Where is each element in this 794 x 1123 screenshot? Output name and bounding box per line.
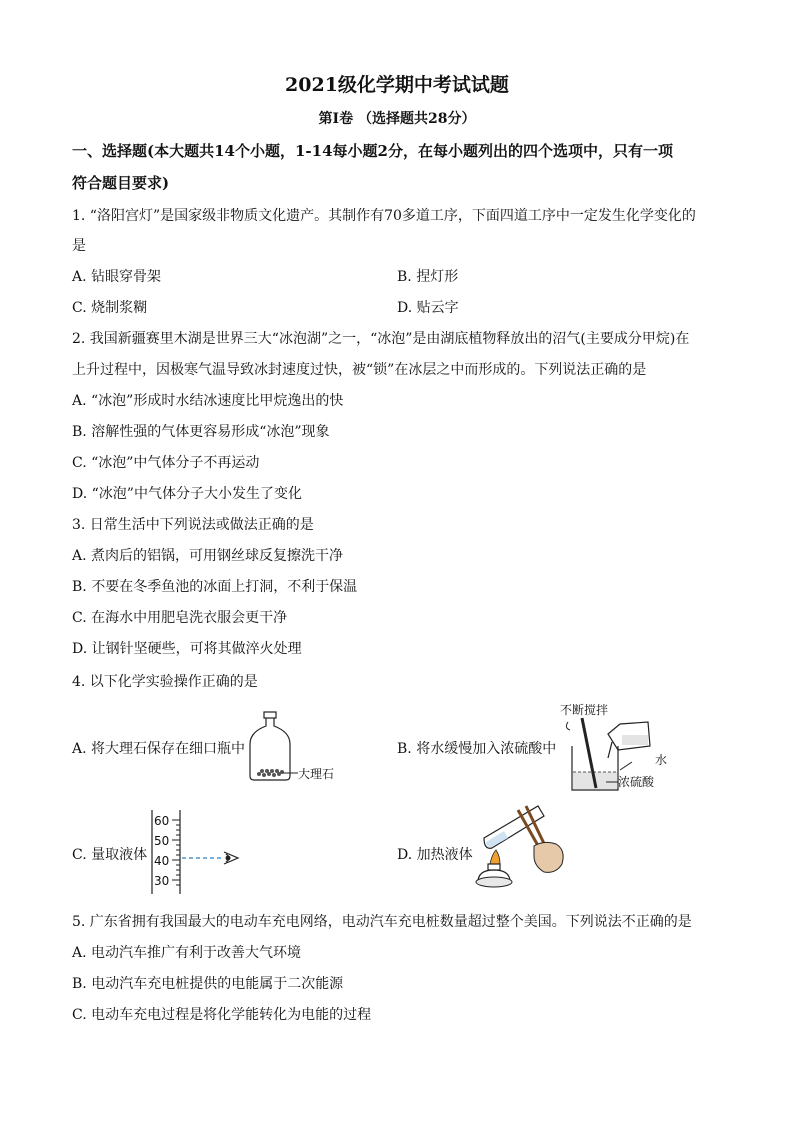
q2-option-d: D. “冰泡”中气体分子大小发生了变化 <box>72 486 302 502</box>
page-title: 2021级化学期中考试试题 <box>285 74 509 96</box>
q5-option-a: A. 电动汽车推广有利于改善大气环境 <box>72 945 302 961</box>
q2-stem: 2. 我国新疆赛里木湖是世界三大“冰泡湖”之一，“冰泡”是由湖底植物释放出的沼气(主要成分甲烷)在 <box>72 331 690 347</box>
tick-60: 60 <box>154 814 170 828</box>
q5-stem: 5. 广东省拥有我国最大的电动车充电网络，电动汽车充电桩数量超过整个美国。下列说法不正确的是 <box>72 914 692 930</box>
heating-liquid-figure <box>470 800 580 895</box>
q1-stem: 1. “洛阳宫灯”是国家级非物质文化遗产。其制作有70多道工序，下面四道工序中一定发生化学变化的 <box>72 208 696 224</box>
narrow-mouth-bottle-figure <box>245 710 365 790</box>
q3-option-c: C. 在海水中用肥皂洗衣服会更干净 <box>72 610 288 626</box>
q3-option-d: D. 让钢针坚硬些，可将其做淬火处理 <box>72 641 302 657</box>
part-subtitle: 第Ⅰ卷 （选择题共28分） <box>318 111 476 127</box>
dilution-figure <box>558 700 688 795</box>
q5-option-c: C. 电动车充电过程是将化学能转化为电能的过程 <box>72 1007 372 1023</box>
q4-option-c: C. 量取液体 <box>72 847 148 863</box>
graduated-cylinder-figure <box>146 808 256 896</box>
marble-pieces <box>257 769 284 777</box>
q1-option-a: A. 钻眼穿骨架 <box>72 269 162 285</box>
q4-option-b: B. 将水缓慢加入浓硫酸中 <box>397 741 557 757</box>
q1-option-c: C. 烧制浆糊 <box>72 300 148 316</box>
q3-option-a: A. 煮肉后的铝锅，可用钢丝球反复擦洗干净 <box>72 548 344 564</box>
section-heading: 一、选择题(本大题共14个小题，1-14每小题2分，在每小题列出的四个选项中，只有一项 <box>72 142 673 160</box>
q2-option-c: C. “冰泡”中气体分子不再运动 <box>72 455 260 471</box>
q1-option-d: D. 贴云字 <box>397 300 459 316</box>
q5-option-b: B. 电动汽车充电桩提供的电能属于二次能源 <box>72 976 344 992</box>
q3-stem: 3. 日常生活中下列说法或做法正确的是 <box>72 517 314 533</box>
tick-50: 50 <box>154 834 170 848</box>
q2-stem-cont: 上升过程中，因极寒气温导致冰封速度过快，被“锁”在冰层之中而形成的。下列说法正确的是 <box>72 362 647 378</box>
q3-option-b: B. 不要在冬季鱼池的冰面上打洞，不利于保温 <box>72 579 358 595</box>
marble-label: 大理石 <box>298 767 335 781</box>
tick-30: 30 <box>154 874 170 888</box>
q4-stem: 4. 以下化学实验操作正确的是 <box>72 674 258 690</box>
acid-label: 浓硫酸 <box>618 775 655 789</box>
q4-option-a: A. 将大理石保存在细口瓶中 <box>72 741 246 757</box>
section-heading-cont: 符合题目要求) <box>72 174 170 192</box>
q1-option-b: B. 捏灯形 <box>397 269 459 285</box>
stir-label: 不断搅拌 <box>560 703 609 717</box>
q2-option-b: B. 溶解性强的气体更容易形成“冰泡”现象 <box>72 424 330 440</box>
q1-stem-cont: 是 <box>72 238 86 254</box>
tick-40: 40 <box>154 854 170 868</box>
q2-option-a: A. “冰泡”形成时水结冰速度比甲烷逸出的快 <box>72 393 344 409</box>
q4-option-d: D. 加热液体 <box>397 847 473 863</box>
water-label: 水 <box>655 753 668 767</box>
